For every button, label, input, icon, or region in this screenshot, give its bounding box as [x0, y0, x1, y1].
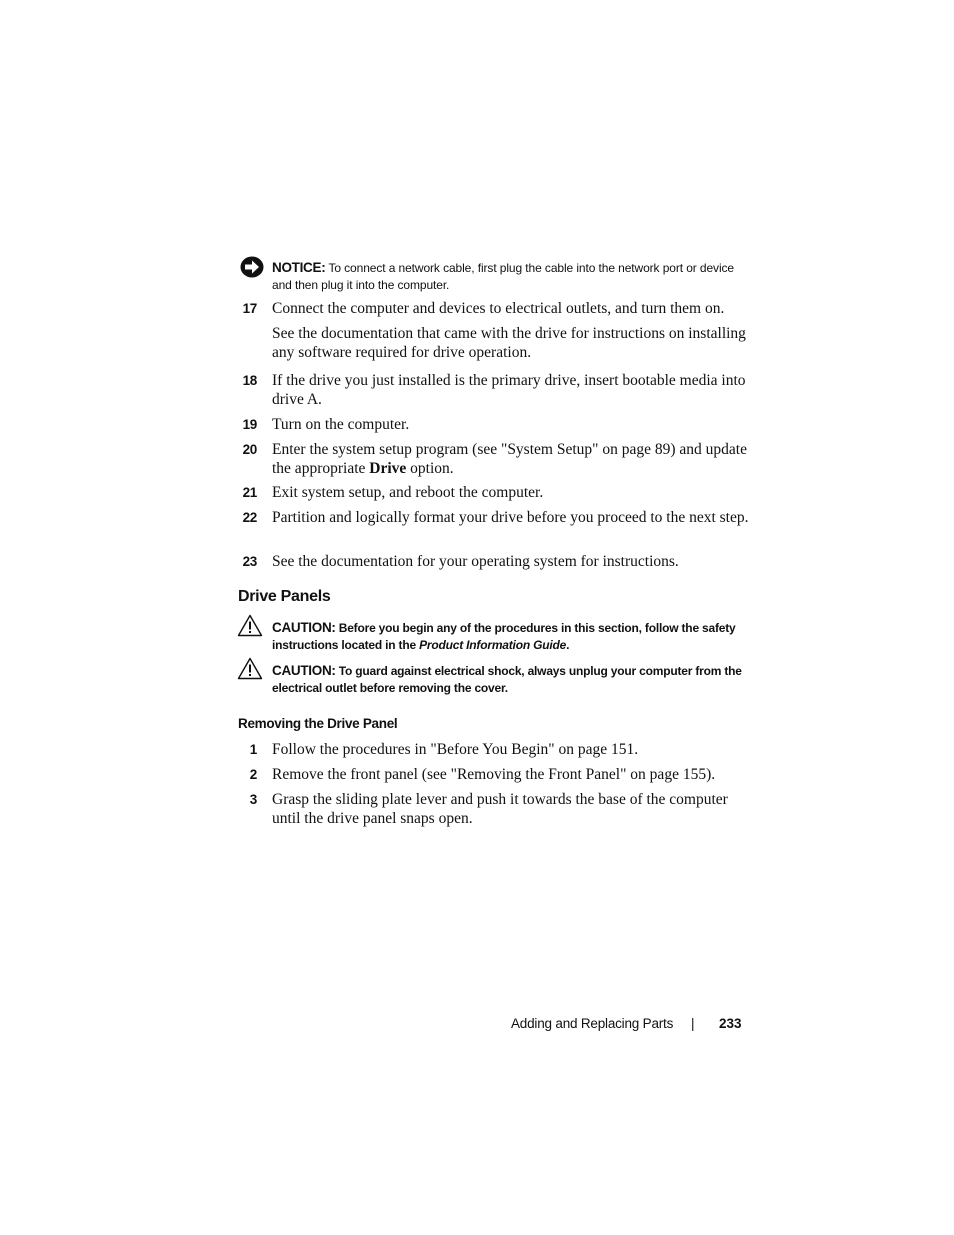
list-item [230, 441, 750, 478]
drive-option-name: Drive [369, 459, 407, 477]
notice [272, 259, 752, 294]
step-text: See the documentation for your operating system for instructions. [272, 553, 679, 570]
step-number: 3 [249, 792, 257, 807]
caution-text: To guard against electrical shock, always unplug your computer from the electrical outlet before removing the cover. [272, 664, 742, 695]
notice-text: To connect a network cable, first plug the cable into the network port or device and then plug it into the computer. [272, 261, 734, 292]
list-item [230, 509, 750, 528]
step-text: Partition and logically format your drive before you proceed to the next step. [272, 509, 749, 526]
page-number: 233 [719, 1016, 742, 1031]
step-number: 23 [242, 554, 257, 569]
caution-label: CAUTION: [272, 620, 336, 635]
notice-label: NOTICE: [272, 260, 326, 275]
step-text: Grasp the sliding plate lever and push it towards the base of the computer until the drive panel snaps open. [272, 791, 728, 827]
step-text: If the drive you just installed is the primary drive, insert bootable media into drive A. [272, 372, 746, 408]
list-item [230, 553, 750, 572]
step-text: Exit system setup, and reboot the computer. [272, 484, 544, 501]
step-text: Connect the computer and devices to electrical outlets, and turn them on. [272, 300, 725, 317]
step-number: 17 [242, 301, 257, 316]
list-item [230, 484, 750, 503]
step-number: 22 [242, 510, 257, 525]
list-item [230, 791, 750, 828]
list-item [230, 416, 750, 435]
list-item [230, 741, 750, 760]
step-text: Follow the procedures in "Before You Begin" on page 151. [272, 741, 639, 758]
caution-1: CAUTION: Before you begin any of the procedures in this section, follow the safety instructions located in the Product Information Guide. [272, 620, 736, 652]
step-number: 21 [242, 485, 257, 500]
step-number: 2 [249, 767, 257, 782]
caution-icon [237, 657, 263, 680]
step-number: 1 [249, 742, 257, 757]
guide-title: Product Information Guide [419, 638, 567, 652]
list-item [230, 372, 750, 409]
step-number: 18 [242, 373, 257, 388]
list-item [230, 300, 750, 319]
step-text: Turn on the computer. [272, 416, 410, 433]
footer-chapter-title: Adding and Replacing Parts [511, 1016, 674, 1031]
footer-separator: | [691, 1016, 695, 1031]
step-text: Enter the system setup program (see "System Setup" on page 89) and update the appropriate Drive option. [272, 441, 747, 477]
step-number: 19 [242, 417, 257, 432]
subsection-heading: Removing the Drive Panel [238, 716, 398, 731]
caution-icon [237, 614, 263, 637]
step-number: 20 [242, 442, 257, 457]
section-heading: Drive Panels [238, 588, 331, 605]
step-note: See the documentation that came with the drive for instructions on installing any software required for drive operation. [272, 325, 746, 361]
caution-2 [272, 662, 752, 697]
step-text: Remove the front panel (see "Removing the Front Panel" on page 155). [272, 766, 716, 783]
caution-label: CAUTION: [272, 663, 336, 678]
notice-icon [240, 256, 264, 278]
list-item [230, 766, 750, 785]
